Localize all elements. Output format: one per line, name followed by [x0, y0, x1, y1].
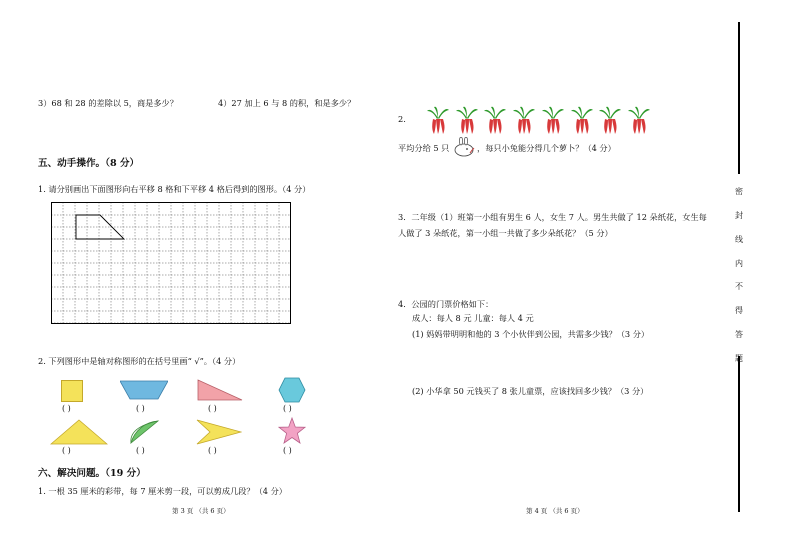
answer-paren-8[interactable]: ( ) — [283, 446, 292, 455]
right-question-4-sub-1: (1) 妈妈带明明和他的 3 个小伙伴到公园，共需多少钱？（3 分） — [412, 329, 650, 339]
right-question-2-number: 2. — [398, 114, 406, 124]
right-question-2-text-b: ，每只小兔能分得几个萝卜？（4 分） — [477, 143, 616, 153]
page-footer-left: 第 3 页 （共 6 页） — [172, 507, 230, 515]
answer-paren-3[interactable]: ( ) — [208, 404, 217, 413]
hexagon-shape — [278, 377, 306, 403]
answer-paren-6[interactable]: ( ) — [136, 446, 145, 455]
right-question-2-text-a: 平均分给 5 只 — [398, 143, 450, 153]
trapezoid-shape-blue — [120, 380, 168, 400]
question-3: 3）68 和 28 的差除以 5，商是多少？ — [38, 98, 178, 108]
answer-paren-7[interactable]: ( ) — [208, 446, 217, 455]
sector-shape — [127, 417, 161, 445]
right-triangle-shape — [197, 379, 243, 401]
binding-char: 线 — [735, 235, 743, 244]
binding-char: 答 — [735, 330, 743, 339]
question-4: 4）27 加上 6 与 8 的积，和是多少？ — [218, 98, 356, 108]
right-question-4-title: 4．公园的门票价格如下： — [398, 299, 494, 309]
binding-char: 题 — [735, 354, 743, 363]
binding-line-bottom — [738, 356, 740, 512]
page-footer-right: 第 4 页 （共 6 页） — [526, 507, 584, 515]
right-question-4-sub-2: (2) 小华拿 50 元钱买了 8 张儿童票，应该找回多少钱？（3 分） — [412, 386, 649, 396]
arrow-shape — [196, 419, 242, 445]
radish-icon — [597, 105, 623, 139]
answer-paren-1[interactable]: ( ) — [62, 404, 71, 413]
rabbit-icon — [452, 137, 476, 157]
star-shape — [278, 417, 306, 445]
answer-paren-4[interactable]: ( ) — [283, 404, 292, 413]
answer-paren-2[interactable]: ( ) — [136, 404, 145, 413]
radish-icon — [511, 105, 537, 139]
answer-paren-5[interactable]: ( ) — [62, 446, 71, 455]
binding-char: 密 — [735, 187, 743, 196]
section-6-question-1: 1. 一根 35 厘米的彩带，每 7 厘米剪一段，可以剪成几段？（4 分） — [38, 486, 287, 496]
section-5-title: 五、动手操作。（8 分） — [38, 158, 140, 169]
radish-icon — [569, 105, 595, 139]
radish-icon — [626, 105, 652, 139]
binding-char: 封 — [735, 211, 743, 220]
radish-icon — [540, 105, 566, 139]
radish-icon — [425, 105, 451, 139]
radish-icon — [454, 105, 480, 139]
right-question-3-line-1: 3．二年级（1）班第一小组有男生 6 人，女生 7 人。男生共做了 12 朵纸花，女生每 — [398, 212, 707, 222]
square-shape — [61, 380, 83, 402]
binding-line-top — [738, 22, 740, 174]
section-5-question-2: 2. 下列图形中是轴对称图形的在括号里画“ √”。（4 分） — [38, 356, 241, 366]
translation-grid — [51, 202, 291, 324]
radish-icon — [482, 105, 508, 139]
binding-char: 内 — [735, 259, 743, 268]
isosceles-triangle-shape — [50, 419, 108, 445]
binding-char: 得 — [735, 306, 743, 315]
right-question-3-line-2: 人做了 3 朵纸花，第一小组一共做了多少朵纸花？（5 分） — [398, 228, 613, 238]
ticket-prices: 成人：每人 8 元 儿童：每人 4 元 — [412, 313, 534, 323]
section-6-title: 六、解决问题。（19 分） — [38, 468, 146, 479]
section-5-question-1: 1. 请分别画出下面图形向右平移 8 格和下平移 4 格后得到的图形。（4 分） — [38, 184, 311, 194]
binding-char: 不 — [735, 282, 743, 291]
